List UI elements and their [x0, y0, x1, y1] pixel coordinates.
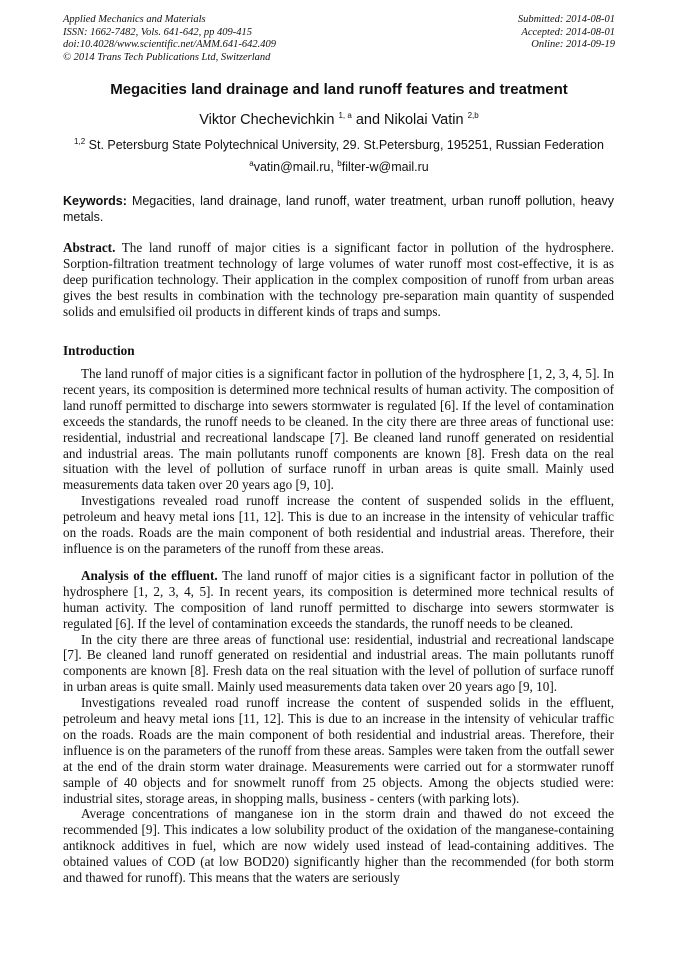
- keywords-text: Megacities, land drainage, land runoff, water treatment, urban runoff pollution, heavy metals.: [63, 194, 614, 224]
- journal-copyright: © 2014 Trans Tech Publications Ltd, Switzerland: [63, 51, 271, 63]
- journal-info: [63, 14, 276, 64]
- abstract-text: The land runoff of major cities is a significant factor in pollution of the hydrosphere. Sorption-filtration treatment technology of large volumes of water runoff most cost-effective, it is as deep purification technology. Their application in the complex composition of runoff from urban areas gives the best results in combination with the technology pre-separation main quantity of suspended solids and emulsified oil products in different kinds of traps and sumps.: [63, 240, 614, 319]
- email-b[interactable]: filter-w@mail.ru: [341, 160, 429, 174]
- author-emails: [63, 160, 615, 174]
- introduction-heading: Introduction: [63, 343, 135, 358]
- keywords-label: Keywords:: [63, 194, 127, 208]
- author-2-marker: 2,b: [467, 111, 479, 121]
- journal-doi: doi:10.4028/www.scientific.net/AMM.641-642.409: [63, 39, 276, 50]
- accepted-date: Accepted: 2014-08-01: [521, 26, 615, 38]
- keywords: [63, 194, 614, 225]
- journal-issn: ISSN: 1662-7482, Vols. 641-642, pp 409-415: [63, 26, 252, 38]
- abstract: [63, 240, 614, 320]
- submitted-date: Submitted: 2014-08-01: [517, 14, 615, 25]
- author-2: Nikolai Vatin: [384, 112, 464, 128]
- introduction-body: [63, 366, 614, 886]
- affiliation: [63, 138, 615, 152]
- paper-title: Megacities land drainage and land runoff features and treatment: [110, 81, 568, 98]
- analysis-paragraph-4: Average concentrations of manganese ion in the storm drain and thawed do not exceed the recommended [9]. This indicates a low solubility product of the oxidation of the manganese-containing antiknock additives in fuel, which are now widely used instead of lead-containing additives. The obtained values of COD (at low BOD20) significantly higher than the recommended (for both storm and thawed for runoff). This means that the waters are seriously: [63, 806, 614, 886]
- author-conjunction: and: [355, 112, 381, 128]
- publication-dates: [518, 14, 615, 52]
- online-date: Online: 2014-09-19: [531, 39, 615, 50]
- analysis-paragraph-3: Investigations revealed road runoff increase the content of suspended solids in the effluent, petroleum and heavy metal ions [11, 12]. This is due to an increase in the intensity of vehicular traffic on the roads. Roads are the main component of both residential and industrial areas. Therefore, their influence is on the parameters of the runoff from these areas. Samples were taken from the outfall sewer at the end of the drain storm water drainage. Measurements were carried out for a stormwater runoff sample of 40 objects and for snowmelt runoff from 25 objects. Among the objects studied were: industrial sites, storage areas, in shopping malls, business - centers (with parking lots).: [63, 695, 614, 806]
- analysis-text-1: The land runoff of major cities is a significant factor in pollution of the hydrosphere [1, 2, 3, 4, 5]. In recent years, its composition is determined more technical results of human activity. The composition of land runoff permitted to discharge into sewers stormwater is regulated [6]. If the level of contamination exceeds the standards, the runoff needs to be cleaned.: [63, 567, 615, 631]
- intro-paragraph-2: Investigations revealed road runoff increase the content of suspended solids in the effluent, petroleum and heavy metal ions [11, 12]. This is due to an increase in the intensity of vehicular traffic on the roads. Roads are the main component of both residential and industrial areas. Therefore, their influence is on the parameters of the runoff from these areas.: [63, 493, 614, 556]
- author-1-marker: 1, a: [338, 111, 352, 121]
- analysis-label: Analysis of the effluent.: [81, 567, 218, 583]
- email-b-marker: b: [337, 158, 342, 168]
- email-a[interactable]: vatin@mail.ru,: [253, 160, 334, 174]
- affiliation-marker: 1,2: [74, 136, 86, 146]
- intro-paragraph-1: The land runoff of major cities is a significant factor in pollution of the hydrosphere [1, 2, 3, 4, 5]. In recent years, its composition is determined more technical results of human activity. The composition of land runoff permitted to discharge into sewers stormwater is regulated [6]. If the level of contamination exceeds the standards, the runoff needs to be cleaned. In the city there are three areas of functional use: residential, industrial and recreational landscape [7]. Be cleaned land runoff generated on residential and industrial areas. The main pollutants runoff components are known [8]. Fresh data on the real situation with the level of pollution of surface runoff in urban areas is quite small. Mainly used measurements data taken over 20 years ago [9, 10].: [63, 366, 614, 493]
- email-a-marker: a: [249, 158, 254, 168]
- author-line: [63, 112, 615, 128]
- journal-name: Applied Mechanics and Materials: [63, 14, 206, 25]
- abstract-label: Abstract.: [63, 240, 116, 255]
- analysis-paragraph-1: [63, 568, 614, 632]
- author-1: Viktor Chechevichkin: [199, 112, 335, 128]
- affiliation-text: St. Petersburg State Polytechnical University, 29. St.Petersburg, 195251, Russian Federation: [88, 138, 604, 152]
- analysis-paragraph-2: In the city there are three areas of functional use: residential, industrial and recreational landscape [7]. Be cleaned land runoff generated on residential and industrial areas. The main pollutants runoff components are known [8]. Fresh data on the real situation with the level of pollution of surface runoff in urban areas is quite small. Mainly used measurements data taken over 20 years ago [9, 10].: [63, 631, 614, 695]
